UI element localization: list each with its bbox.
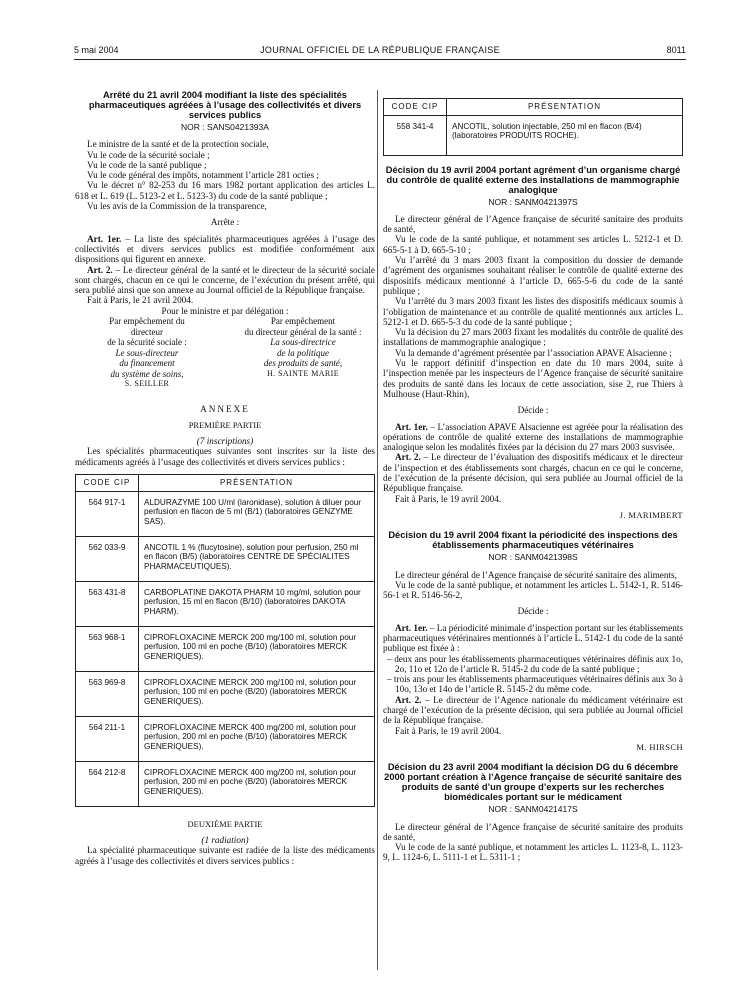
header-date: 5 mai 2004 — [74, 45, 119, 55]
paragraph: Le directeur général de l’Agence française de sécurité sanitaire des produits de santé, — [383, 821, 683, 842]
radiation-count: (1 radiation) — [201, 834, 249, 845]
decision-2-title: Décision du 19 avril 2004 fixant la périodicité des inspections des établissements pharmaceutiques vétérinaires — [388, 530, 678, 551]
paragraph: Vu le code de la santé publique, et notamment ses articles L. 5212-1 et D. 665-5-1 à D. 665-5-10 ; — [383, 234, 683, 255]
table-row — [76, 581, 375, 626]
signatory-name: M. HIRSCH — [636, 741, 683, 752]
article-text: – La liste des spécialités pharmaceutiques agréées à l’usage des collectivités et divers services publics est modifiée conformément aux dispositions qui figurent en annexe. — [75, 233, 375, 265]
inscriptions-intro: Les spécialités pharmaceutiques suivantes sont inscrites sur la liste des médicaments agréés à l’usage des collectivités et divers services publics : — [75, 446, 375, 467]
presentation: ALDURAZYME 100 U/ml (laronidase), solution à diluer pour perfusion en flacon de 5 ml (B/1) (laboratoires GENZYME SAS). — [139, 491, 375, 536]
sig-line: du système de soins, — [110, 368, 184, 379]
paragraph: Vu la demande d’agrément présentée par l’association APAVE Alsacienne ; — [395, 347, 672, 358]
cip-code: 563 431-8 — [76, 581, 139, 626]
cip-code: 562 033-9 — [76, 536, 139, 581]
visa-line: Vu le code général des impôts, notamment l’article 281 octies ; — [87, 170, 319, 181]
table-header-row — [384, 99, 683, 116]
table-row — [76, 626, 375, 671]
table-row — [76, 716, 375, 761]
table-row — [76, 536, 375, 581]
header-rule — [74, 59, 686, 60]
paragraph: Le directeur général de l’Agence française de sécurité sanitaire des produits de santé, — [383, 213, 683, 235]
cip-code: 564 917-1 — [76, 491, 139, 536]
fait-line: Fait à Paris, le 19 avril 2004. — [395, 725, 502, 736]
decision-2-nor: NOR : SANM0421398S — [488, 552, 578, 563]
paragraph: Vu l’arrêté du 3 mars 2003 fixant la composition du dossier de demande d’agrément des organismes souhaitant réaliser le contrôle de qualité externe des dispositifs médicaux mentionné à l’article D. 665-5-6 du code de la santé publique ; — [383, 255, 683, 296]
decision-3-nor: NOR : SANM0421417S — [488, 804, 578, 815]
article-text: – Le directeur de l’Agence nationale du médicament vétérinaire est chargé de l’exécution de la présente décision, qui sera publiée au Journal officiel de la République française. — [383, 694, 683, 726]
visa-line: Vu le code de la santé publique ; — [87, 159, 207, 170]
presentation: CIPROFLOXACINE MERCK 400 mg/200 ml, solution pour perfusion, 200 ml en poche (B/10) (laboratoires MERCK GENERIQUES). — [139, 716, 375, 761]
presentation: ANCOTIL, solution injectable, 250 ml en flacon (B/4) (laboratoires PRODUITS ROCHE). — [447, 115, 683, 155]
decision-1-nor: NOR : SANM0421397S — [488, 196, 578, 207]
visa-line: Vu le décret n° 82-253 du 16 mars 1982 portant application des articles L. 618 et L. 619 (L. 5123-2 et L. 5123-3) du code de la santé publique ; — [75, 180, 375, 201]
arrete-word: Arrête : — [210, 217, 240, 228]
radiation-table — [383, 98, 683, 156]
table-row — [76, 671, 375, 716]
sig-line: des produits de santé, — [263, 358, 343, 369]
article-2 — [75, 265, 375, 296]
header-page-number: 8011 — [666, 45, 686, 55]
article-1 — [383, 623, 683, 654]
article-text: – Le directeur général de la santé et le directeur de la sécurité sociale sont chargés, chacun en ce qui le concerne, de l’exécution du présent arrêté, qui sera publié ainsi que son annexe au Journal officiel de la République française. — [75, 264, 375, 296]
article-label: Art. 1er. — [395, 622, 428, 633]
page-header — [74, 45, 686, 59]
decision-3-title: Décision du 23 avril 2004 modifiant la décision DG du 6 décembre 2000 portant création à l’Agence française de sécurité sanitaire des produits de santé d’un groupe d’experts sur les recherches biomédicales portant sur le médicament — [384, 762, 682, 803]
premiere-partie-heading: PREMIÈRE PARTIE — [188, 419, 262, 430]
sig-line: La sous-directrice — [270, 337, 336, 348]
article-text: – La périodicité minimale d’inspection portant sur les établissements pharmaceutiques vétérinaires mentionnés à l’article L. 5142-1 du code de la santé publique est fixée à : — [383, 622, 684, 654]
table-header-row — [76, 475, 375, 492]
signature-block — [75, 316, 375, 390]
fait-line: Fait à Paris, le 21 avril 2004. — [87, 295, 194, 306]
article-1 — [75, 234, 375, 265]
presentation: CIPROFLOXACINE MERCK 200 mg/100 ml, solution pour perfusion, 100 ml en poche (B/10) (laboratoires MERCK GENERIQUES). — [139, 626, 375, 671]
article-label: Art. 2. — [395, 452, 421, 463]
paragraph: Vu la décision du 27 mars 2003 fixant les modalités du contrôle de qualité des installations de mammographie analogique ; — [383, 327, 683, 348]
cip-code: 564 211-1 — [76, 716, 139, 761]
cip-code: 563 968-1 — [76, 626, 139, 671]
sig-line: de la politique — [277, 347, 329, 358]
table-row — [76, 491, 375, 536]
sig-line: Le sous-directeur — [115, 347, 179, 358]
list-item: – deux ans pour les établissements pharmaceutiques vétérinaires définis aux 1o, 2o, 11o et 12o de l’article R. 5145-2 du code de la santé publique ; — [395, 654, 683, 675]
column-header-presentation: PRÉSENTATION — [139, 475, 375, 492]
article-1 — [383, 422, 683, 453]
list-item: – trois ans pour les établissements pharmaceutiques vétérinaires définis aux 3o à 10o, 13o et 14o de l’article R. 5145-2 du même code. — [395, 674, 683, 695]
sig-line: de la sécurité sociale : — [107, 337, 187, 348]
column-header-presentation: PRÉSENTATION — [447, 99, 683, 116]
sig-line: du financement — [119, 358, 175, 369]
article-label: Art. 1er. — [87, 233, 122, 244]
arrete-nor: NOR : SANS0421393A — [181, 122, 269, 132]
sig-line: du directeur général de la santé : — [244, 326, 362, 337]
header-journal-title: JOURNAL OFFICIEL DE LA RÉPUBLIQUE FRANÇAISE — [260, 45, 500, 55]
presentation: CIPROFLOXACINE MERCK 200 mg/100 ml, solution pour perfusion, 100 ml en poche (B/20) (laboratoires MERCK GENERIQUES). — [139, 671, 375, 716]
inscriptions-count: (7 inscriptions) — [196, 436, 254, 447]
table-row — [384, 115, 683, 155]
cip-code: 564 212-8 — [76, 761, 139, 806]
annexe-heading: ANNEXE — [200, 403, 250, 414]
article-label: Art. 2. — [87, 264, 113, 275]
delegation-line: Pour le ministre et par délégation : — [161, 305, 289, 316]
visa-line: Le ministre de la santé et de la protection sociale, — [87, 139, 269, 150]
column-header-code: CODE CIP — [76, 475, 139, 492]
signature-left — [75, 316, 219, 390]
radiation-intro: La spécialité pharmaceutique suivante est radiée de la liste des médicaments agréés à l’usage des collectivités et divers services publics : — [75, 845, 375, 866]
decide-word: Décide : — [517, 606, 549, 617]
periodicity-list — [383, 654, 683, 695]
cip-code: 563 969-8 — [76, 671, 139, 716]
paragraph: Vu l’arrêté du 3 mars 2003 fixant les listes des dispositifs médicaux soumis à l’obligation de maintenance et au contrôle de qualité mentionnés aux articles L. 5212-1 et D. 665-5-3 du code de la santé publique ; — [383, 296, 683, 327]
right-column — [383, 98, 683, 863]
sig-line: Par empêchement — [270, 316, 336, 327]
presentation: ANCOTIL 1 % (flucytosine), solution pour perfusion, 250 ml en flacon (B/5) (laboratoires CENTRE DE SPÉCIALITES PHARMACEUTIQUES). — [139, 536, 375, 581]
sig-line: directeur — [131, 326, 163, 337]
paragraph: Vu le code de la santé publique, et notamment les articles L. 5142-1, R. 5146-56-1 et R. 5146-56-2, — [383, 579, 683, 601]
paragraph: Le directeur général de l’Agence française de sécurité sanitaire des aliments, — [395, 569, 677, 580]
presentation: CARBOPLATINE DAKOTA PHARM 10 mg/ml, solution pour perfusion, 15 ml en flacon (B/10) (laboratoires DAKOTA PHARM). — [139, 581, 375, 626]
article-label: Art. 2. — [395, 694, 422, 705]
cip-code: 558 341-4 — [384, 115, 447, 155]
inscriptions-table — [75, 474, 375, 807]
column-divider — [377, 90, 378, 970]
decision-1-title: Décision du 19 avril 2004 portant agrément d’un organisme chargé du contrôle de qualité externe des installations de mammographie analogique — [385, 164, 681, 195]
signature-right — [231, 316, 375, 390]
visa-line: Vu les avis de la Commission de la transparence, — [87, 201, 267, 212]
column-header-code: CODE CIP — [384, 99, 447, 116]
table-row — [76, 761, 375, 806]
article-label: Art. 1er. — [395, 421, 428, 432]
arrete-visas — [75, 139, 375, 211]
decide-word: Décide : — [517, 405, 549, 416]
sig-line: Par empêchement du — [109, 316, 185, 327]
article-2 — [383, 695, 683, 726]
paragraph: Vu le rapport définitif d’inspection en date du 10 mars 2004, suite à l’inspection menée par les inspecteurs de l’Agence française de sécurité sanitaire des produits de santé dans les locaux de cette association, sise 2, rue Thiers à Mulhouse (Haut-Rhin), — [383, 358, 683, 399]
fait-line: Fait à Paris, le 19 avril 2004. — [395, 493, 502, 504]
signatory-name: S. SEILLER — [124, 379, 170, 389]
article-text: – L’association APAVE Alsacienne est agréée pour la réalisation des opérations de contrôle de qualité externe des installations de mammographie analogique selon les modalités fixées par la décision du 27 mars 2003 susvisée. — [383, 421, 683, 453]
article-2 — [383, 452, 683, 493]
left-column — [75, 90, 375, 866]
signatory-name: J. MARIMBERT — [619, 509, 683, 520]
presentation: CIPROFLOXACINE MERCK 400 mg/200 ml, solution pour perfusion, 200 ml en poche (B/20) (laboratoires MERCK GENERIQUES). — [139, 761, 375, 806]
visa-line: Vu le code de la sécurité sociale ; — [87, 149, 210, 160]
article-text: – Le directeur de l’évaluation des dispositifs médicaux et le directeur de l’inspection et des établissements sont chargés, chacun en ce qui le concerne, de l’exécution de la présente décision, qui sera publiée au Journal officiel de la République française. — [383, 452, 684, 494]
signatory-name: H. SAINTE MARIE — [267, 368, 339, 378]
arrete-title: Arrêté du 21 avril 2004 modifiant la liste des spécialités pharmaceutiques agréées à l’usage des collectivités et divers services publics — [88, 90, 362, 120]
paragraph: Vu le code de la santé publique, et notamment les articles L. 1123-8, L. 1123-9, L. 1124-6, L. 5111-1 et L. 5311-1 ; — [383, 842, 683, 863]
deuxieme-partie-heading: DEUXIÈME PARTIE — [187, 818, 263, 829]
